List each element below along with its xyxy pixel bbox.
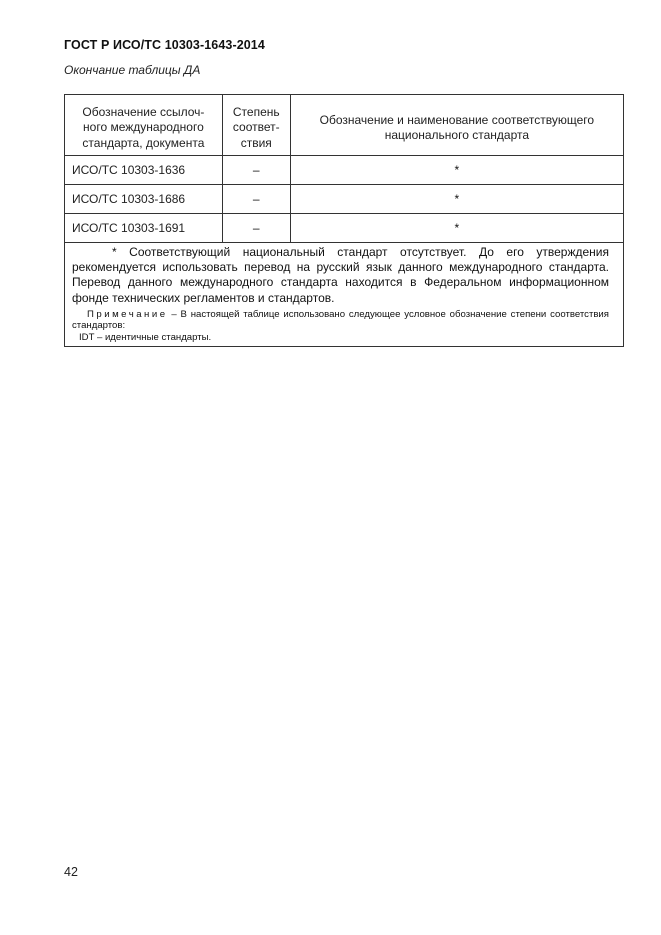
cell-degree: – [222,156,290,185]
table-footer-row [65,243,624,347]
note-paragraph [72,309,609,332]
table-row [65,185,624,214]
header-line: Обозначение ссылоч- [82,104,205,119]
cell-standard: ИСО/ТС 10303-1691 [65,214,223,243]
cell-standard: ИСО/ТС 10303-1636 [65,156,223,185]
page-number: 42 [64,865,78,879]
table-row [65,214,624,243]
cell-national: * [290,185,623,214]
table-header-row [65,95,624,156]
cell-national: * [290,214,623,243]
footnote-cell [65,243,624,347]
cell-degree: – [222,185,290,214]
correspondence-table [64,94,624,347]
header-line: соответ- [232,120,280,135]
header-line: ствия [240,135,272,150]
note-idt: IDT – идентичные стандарты. [79,332,212,343]
note-label: Примечание [87,308,168,320]
note-text: – В настоящей таблице использовано следующее условное обозначение степени соответствия стандартов: [72,308,609,332]
cell-degree: – [222,214,290,243]
footnote-text: * Соответствующий национальный стандарт отсутствует. До его утверждения рекомендуется использовать перевод на русский язык данного международного стандарта. Перевод данного международного стандарта находится в Федеральном информационном фонде технических регламентов и стандартов. [72,245,609,305]
document-header: ГОСТ Р ИСО/ТС 10303-1643-2014 [64,38,265,52]
header-line: Степень [232,104,280,119]
header-cell-reference-standard [65,95,223,156]
header-line: ного международного [83,120,204,135]
cell-national: * [290,156,623,185]
header-cell-degree [222,95,290,156]
header-line: Обозначение и наименование соответствующего [319,112,595,127]
table-continuation-caption: Окончание таблицы ДА [64,63,201,77]
header-line: стандарта, документа [82,135,205,150]
header-line: национального стандарта [384,128,530,142]
header-cell-national-standard [290,95,623,156]
cell-standard: ИСО/ТС 10303-1686 [65,185,223,214]
table-row [65,156,624,185]
